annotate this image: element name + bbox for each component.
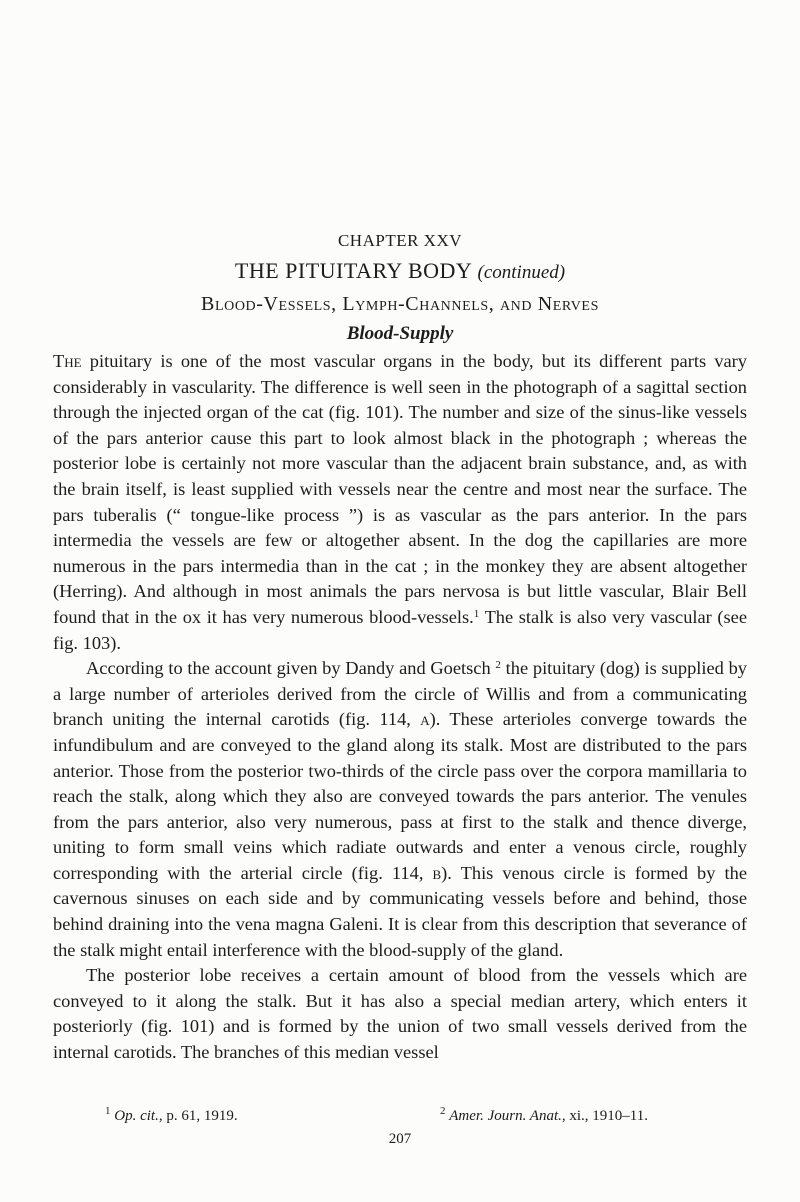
body-text — [53, 349, 747, 1066]
chapter-heading: CHAPTER XXV — [337, 231, 463, 250]
paragraph-1-text-b: The stalk is also very vascular (see fig. 103). — [53, 606, 747, 653]
footnote-1-mark: 1 — [105, 1104, 111, 1117]
chapter-title-suffix: (continued) — [477, 262, 566, 283]
paragraph-1 — [53, 349, 747, 656]
paragraph-1-lead: The — [53, 351, 82, 371]
paragraph-2-text-d: ). This venous circle is formed by the cavernous sinuses on each side and by communicating vessels before and behind, those behind draining into the vena magna Galeni. It is clear from this description that severance of the stalk might entail interference with the blood-supply of the gland. — [53, 862, 747, 960]
chapter-title — [0, 258, 800, 284]
footnote-2-rest: , xi., 1910–11. — [561, 1108, 649, 1124]
paragraph-2 — [53, 656, 747, 963]
footnote-1-rest: , p. 61, 1919. — [158, 1108, 238, 1124]
chapter-title-main: THE PITUITARY BODY — [234, 258, 472, 283]
footnote-1-source: Op. cit. — [114, 1108, 159, 1124]
footnote-2-source: Amer. Journ. Anat. — [449, 1108, 562, 1124]
footnote-1 — [105, 1104, 238, 1125]
paragraph-3: The posterior lobe receives a certain amount of blood from the vessels which are conveyed to it along the stalk. But it has also a special median artery, which enters it posteriorly (fig. 101) and is formed by the union of two small vessels derived from the internal carotids. The branches of this median vessel — [53, 965, 747, 1063]
footnote-ref-1: 1 — [473, 607, 480, 620]
page-number: 207 — [388, 1131, 412, 1147]
footnote-2-mark: 2 — [440, 1104, 446, 1117]
footnote-2 — [440, 1104, 649, 1125]
footnote-ref-2: 2 — [495, 659, 501, 672]
paragraph-2-text-a: According to the account given by Dandy and Goetsch — [86, 658, 496, 679]
subsection-heading: Blood-Supply — [346, 323, 454, 344]
figure-letter-b: b — [432, 862, 442, 883]
section-heading: Blood-Vessels, Lymph-Channels, and Nerves — [201, 293, 599, 315]
paragraph-2-text-b: the pituitary (dog) is supplied by a large number of arterioles derived from the circle of Willis and from a communicating branch uniting the internal carotids (fig. 114, — [53, 658, 747, 730]
paragraph-1-text-a: pituitary is one of the most vascular organs in the body, but its different parts vary considerably in vascularity. The difference is well seen in the photograph of a sagittal section through the injected organ of the cat (fig. 101). The number and size of the sinus-like vessels of the pars anterior cause this part to look almost black in the photograph ; whereas the posterior lobe is certainly not more vascular than the adjacent brain substance, and, as with the brain itself, is least supplied with vessels near the centre and most near the surface. The pars tuberalis (“ tongue-like process ”) is as vascular as the pars anterior. In the pars intermedia the vessels are few or altogether absent. In the dog the capillaries are more numerous in the pars intermedia than in the cat ; in the monkey they are absent altogether (Herring). And although in most animals the pars nervosa is but little vascular, Blair Bell found that in the ox it has very numerous blood-vessels. — [53, 351, 747, 627]
paragraph-2-text-c: ). These arterioles converge towards the infundibulum and are conveyed to the gland along its stalk. Most are distributed to the pars anterior. Those from the posterior two-thirds of the circle pass over the corpora mamillaria to reach the stalk, along which they also are conveyed towards the pars anterior. The venules from the pars anterior, also very numerous, pass at first to the stalk and thence diverge, uniting to form small veins which radiate outwards and enter a venous circle, roughly corresponding with the arterial circle (fig. 114, — [53, 709, 747, 883]
figure-letter-a: a — [420, 709, 430, 730]
